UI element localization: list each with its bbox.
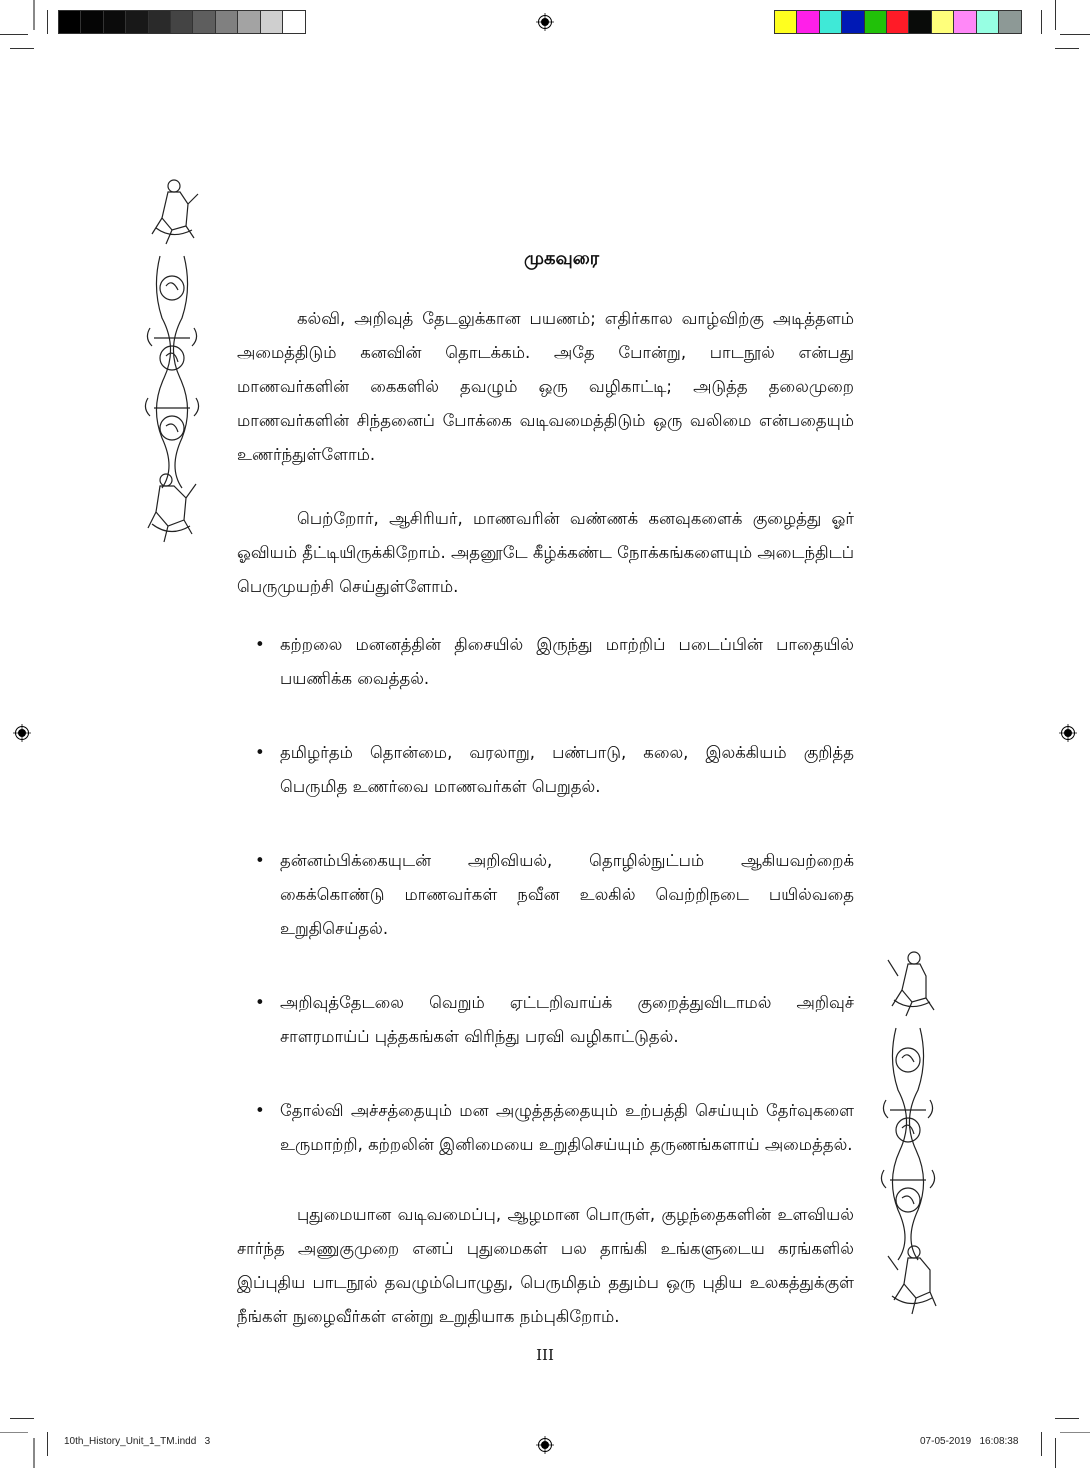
color-swatch <box>216 11 238 33</box>
crop-mark <box>1055 1438 1056 1468</box>
crop-mark <box>1041 10 1042 34</box>
preface-content <box>237 240 854 1334</box>
warrior-figure-bottom <box>888 1246 936 1314</box>
decorative-ornament-icon <box>878 940 938 1320</box>
bullet-icon: • <box>255 993 265 1012</box>
bullet-icon: • <box>255 743 265 762</box>
list-item <box>237 844 854 946</box>
color-swatch <box>842 11 864 33</box>
crop-mark <box>1041 1432 1042 1456</box>
crop-mark <box>33 1438 35 1468</box>
color-swatch <box>932 11 954 33</box>
crop-mark <box>47 1432 48 1456</box>
list-item <box>237 628 854 696</box>
scroll-vine <box>145 256 198 488</box>
registration-mark-icon <box>13 724 31 742</box>
color-swatch <box>909 11 931 33</box>
paragraph: கல்வி, அறிவுத் தேடலுக்கான பயணம்; எதிர்கால வாழ்விற்கு அடித்தளம் அமைத்திடும் கனவின் தொடக்கம். அதே போன்று, பாடநூல் என்பது மாணவர்களின் கைகளில் தவழும் ஒரு வழிகாட்டி; அடுத்த தலைமுறை மாணவர்களின் சிந்தனைப் போக்கை வடிவமைத்திடும் ஒரு வலிமை என்பதையும் உணர்ந்துள்ளோம். <box>237 309 854 464</box>
color-swatch <box>81 11 103 33</box>
bullet-icon: • <box>255 851 265 870</box>
list-item <box>237 736 854 804</box>
color-swatch <box>238 11 260 33</box>
color-swatch <box>954 11 976 33</box>
color-swatch <box>887 11 909 33</box>
crop-mark <box>1060 1432 1090 1433</box>
crop-mark <box>10 48 34 49</box>
color-swatch <box>261 11 283 33</box>
color-swatch <box>193 11 215 33</box>
list-item-text: கற்றலை மனனத்தின் திசையில் இருந்து மாற்றிப் படைப்பின் பாதையில் பயணிக்க வைத்தல். <box>280 635 854 688</box>
page-title: முகவுரை <box>523 248 600 269</box>
decorative-ornament-icon <box>142 168 202 548</box>
warrior-figure-top <box>888 952 934 1016</box>
cmyk-color-bar <box>774 10 1022 34</box>
warrior-figure-top <box>152 180 198 244</box>
color-swatch <box>171 11 193 33</box>
color-swatch <box>126 11 148 33</box>
color-swatch <box>775 11 797 33</box>
list-item-text: தோல்வி அச்சத்தையும் மன அழுத்தத்தையும் உற்பத்தி செய்யும் தேர்வுகளை உருமாற்றி, கற்றலின் இனிமையை உறுதிசெய்யும் தருணங்களாய் அமைத்தல். <box>280 1101 854 1154</box>
grayscale-color-bar <box>58 10 306 34</box>
list-item-text: தன்னம்பிக்கையுடன் அறிவியல், தொழில்நுட்பம் ஆகியவற்றைக் கைக்கொண்டு மாணவர்கள் நவீன உலகில் வெற்றிநடை பயில்வதை உறுதிசெய்தல். <box>280 851 854 938</box>
paragraph: புதுமையான வடிவமைப்பு, ஆழமான பொருள், குழந்தைகளின் உளவியல் சார்ந்த அணுகுமுறை எனப் புதுமைகள் பல தாங்கி உங்களுடைய கரங்களில் இப்புதிய பாடநூல் தவழும்பொழுது, பெருமிதம் ததும்ப ஒரு புதிய உலகத்துக்குள் நீங்கள் நுழைவீர்கள் என்று உறுதியாக நம்புகிறோம். <box>237 1205 854 1326</box>
crop-mark <box>10 1418 34 1419</box>
crop-mark <box>0 34 28 35</box>
crop-mark <box>1060 34 1090 35</box>
list-item <box>237 1094 854 1162</box>
registration-mark-icon <box>536 13 554 31</box>
color-swatch <box>149 11 171 33</box>
page-number: III <box>536 1346 554 1364</box>
color-swatch <box>999 11 1021 33</box>
paragraph: பெற்றோர், ஆசிரியர், மாணவரின் வண்ணக் கனவுகளைக் குழைத்து ஓர் ஓவியம் தீட்டியிருக்கிறோம். அதனூடே கீழ்க்கண்ட நோக்கங்களையும் அடைந்திடப் பெருமுயற்சி செய்துள்ளோம். <box>237 509 854 596</box>
slug-file-name: 10th_History_Unit_1_TM.indd 3 <box>64 1436 211 1447</box>
color-swatch <box>104 11 126 33</box>
list-item-text: தமிழர்தம் தொன்மை, வரலாறு, பண்பாடு, கலை, இலக்கியம் குறித்த பெருமித உணர்வை மாணவர்கள் பெறுதல். <box>280 743 854 796</box>
slug-timestamp: 07-05-2019 16:08:38 <box>920 1436 1019 1447</box>
registration-mark-icon <box>1059 724 1077 742</box>
color-swatch <box>59 11 81 33</box>
bullet-icon: • <box>255 1101 265 1120</box>
scroll-vine <box>881 1028 934 1260</box>
crop-mark <box>1055 1418 1079 1419</box>
color-swatch <box>797 11 819 33</box>
list-item <box>237 986 854 1054</box>
crop-mark <box>33 0 35 30</box>
color-swatch <box>820 11 842 33</box>
list-item-text: அறிவுத்தேடலை வெறும் ஏட்டறிவாய்க் குறைத்துவிடாமல் அறிவுச் சாளரமாய்ப் புத்தகங்கள் விரிந்து பரவி வழிகாட்டுதல். <box>280 993 854 1046</box>
crop-mark <box>0 1432 28 1433</box>
warrior-figure-bottom <box>148 474 196 542</box>
crop-mark <box>1055 48 1079 49</box>
crop-mark <box>1055 0 1056 30</box>
color-swatch <box>283 11 305 33</box>
registration-mark-icon <box>536 1436 554 1454</box>
crop-mark <box>47 10 48 34</box>
bullet-icon: • <box>255 635 265 654</box>
objectives-list <box>237 628 854 1162</box>
color-swatch <box>865 11 887 33</box>
color-swatch <box>977 11 999 33</box>
